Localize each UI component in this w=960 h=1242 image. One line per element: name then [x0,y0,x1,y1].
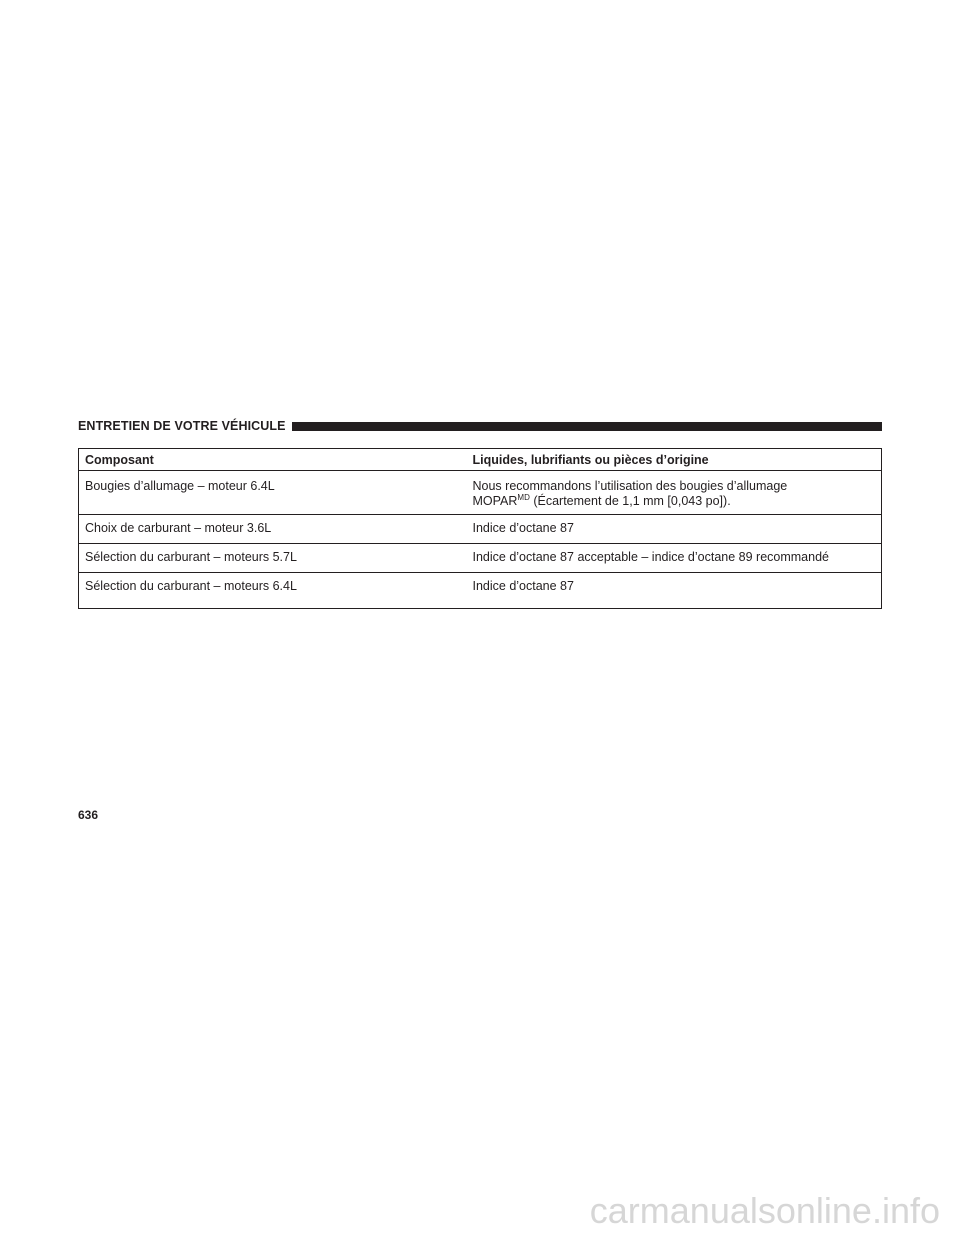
cell-value: Indice d’octane 87 [467,573,882,609]
cell-component: Bougies d’allumage – moteur 6.4L [79,471,467,515]
table-row [79,471,882,515]
table-row [79,573,882,609]
table-row [79,515,882,544]
column-header-fluids: Liquides, lubrifiants ou pièces d’origine [467,449,882,471]
cell-value [467,471,882,515]
cell-value: Indice d’octane 87 acceptable – indice d’octane 89 recommandé [467,544,882,573]
watermark: carmanualsonline.info [589,1190,940,1231]
cell-component: Sélection du carburant – moteurs 6.4L [79,573,467,609]
cell-component: Choix de carburant – moteur 3.6L [79,515,467,544]
cell-component: Sélection du carburant – moteurs 5.7L [79,544,467,573]
cell-value-line2: (Écartement de 1,1 mm [0,043 po]). [529,494,731,508]
cell-value-line1: Nous recommandons l’utilisation des bougies d’allumage [472,479,788,493]
column-header-component: Composant [79,449,467,471]
cell-value: Indice d’octane 87 [467,515,882,544]
table-row [79,544,882,573]
brand-name: MOPAR [472,494,518,508]
table-header-row [79,449,882,471]
specifications-table [78,448,882,609]
section-title: ENTRETIEN DE VOTRE VÉHICULE [78,419,286,433]
brand-trademark: MD [517,493,530,502]
section-header [78,418,882,434]
section-divider-bar [292,422,882,431]
page-number: 636 [78,808,99,822]
